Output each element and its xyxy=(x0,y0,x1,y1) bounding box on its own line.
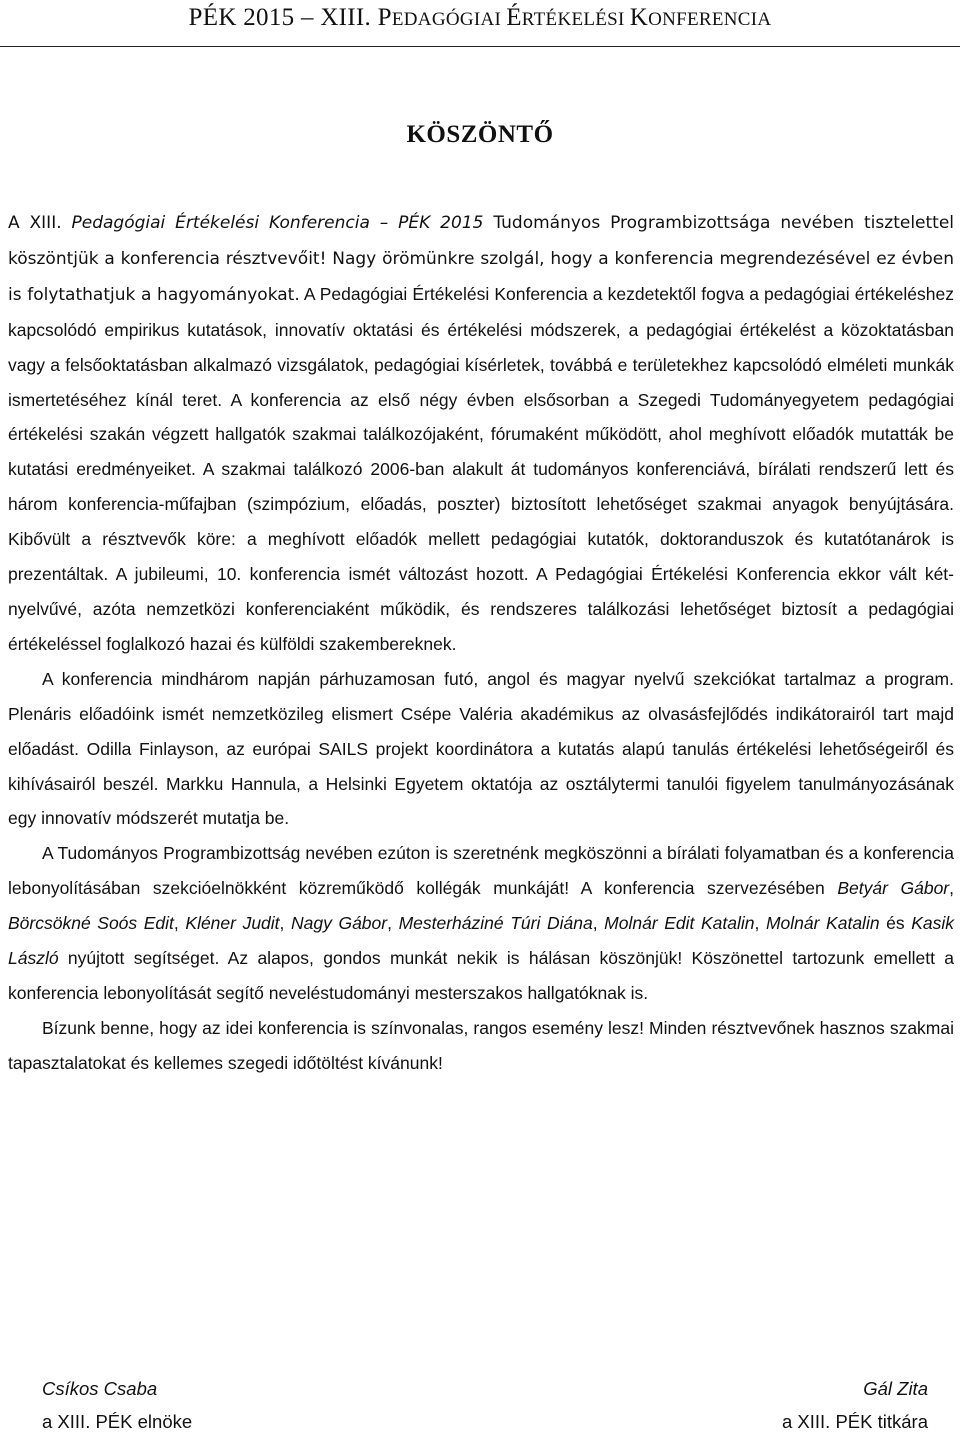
header-smallcaps: RTÉKELÉSI xyxy=(521,9,630,30)
signature-left xyxy=(42,1372,192,1438)
paragraph-4: Bízunk benne, hogy az idei konferencia is színvonalas, rangos esemény lesz! Minden résztvevőnek hasznos szakmai tapasztalatokat és kellemes szegedi időtöltést kívánunk! xyxy=(8,1017,954,1073)
person-name: Betyár Gábor xyxy=(837,878,950,899)
separator: , xyxy=(754,913,766,934)
person-name: Molnár Edit Katalin xyxy=(604,913,755,934)
signature-right xyxy=(782,1372,928,1438)
signer-role: a XIII. PÉK titkára xyxy=(781,1411,928,1432)
conference-name: Pedagógiai Értékelési Konferencia – PÉK 2015 xyxy=(71,213,484,233)
header-smallcaps: EDAGÓGIAI xyxy=(391,9,507,30)
p1-text: A Pedagógiai Értékelési Konferencia a kezdetektől fogva a pedagógiai értékeléshez kapcsolódó empirikus kutatások, innovatív oktatási és értékelési módszerek, a pedagógiai értékelést a közoktatásban vagy a felsőoktatásban alkalmazó vizsgálatok, pedagógiai kísérletek, továbbá e területekhez kapcsolódó elméleti munkák ismertetéséhez kínál teret. A konferencia az első négy évben elsősorban a Szegedi Tudományegyetem pedagógiai értékelési szakán végzett hallgatók szakmai találkozójaként, fórumaként működött, ahol meghívott előadók mutatták be kutatási eredményeiket. A szakmai találkozó 2006-ban alakult át tudományos konferenciává, bírálati rendszerű lett és három konferencia-műfajban (szimpózium, előadás, poszter) biztosított lehetőséget szakmai anyagok benyújtására. Kibővült a résztvevők köre: a meghívott előadók mellett pedagógiai kutatók, doktoranduszok és kutatótanárok is prezentáltak. A jubileumi, 10. konferencia ismét változást hozott. A Pedagógiai Értékelési Konferencia ekkor vált kétnyelvűvé, azóta nemzetközi konferenciaként működik, és rendszeres találkozási lehetőséget biztosít a pedagógiai értékeléssel foglalkozó hazai és külföldi szakembereknek. xyxy=(8,283,954,654)
signer-name: Csíkos Csaba xyxy=(42,1378,158,1399)
p1-text: Tudományos Programbizottsága nevében tisztelettel köszöntjük a konferencia résztvevőit! Nagy örömünkre szolgál, hogy a konferencia megrendezésével ez évben is folytathatjuk a hagyományokat. xyxy=(8,213,955,305)
running-header xyxy=(0,0,960,47)
signer-name: Gál Zita xyxy=(863,1378,928,1399)
separator: , xyxy=(173,913,186,934)
page-title: KÖSZÖNTŐ xyxy=(406,121,554,148)
p3-text: A Tudományos Programbizottság nevében ezúton is szeretnénk megköszönni a bírálati folyamatban és a konferencia lebonyolításában szekcióelnökként közreműködő kollégák munkáját! A konferencia szervezésében xyxy=(8,843,954,899)
paragraph-2: A konferencia mindhárom napján párhuzamosan futó, angol és magyar nyelvű szekciókat tartalmaz a program. Plenáris előadóink ismét nemzetközileg elismert Csépe Valéria akadémikus az olvasásfejlődés indikátorairól tart majd előadást. Odilla Finlayson, az európai SAILS projekt koordinátora a kutatás alapú tanulás értékelési lehetőségeiről és kihívásairól beszél. Markku Hannula, a Helsinki Egyetem oktatója az osztálytermi tanulói figyelem tanulmányozásának egy innovatív módszerét mutatja be. xyxy=(8,668,954,829)
signer-role: a XIII. PÉK elnöke xyxy=(42,1411,193,1432)
header-prefix: PÉK 2015 – XIII. xyxy=(188,4,378,31)
body-text xyxy=(8,205,954,1081)
separator: , xyxy=(387,913,399,934)
paragraph-1 xyxy=(8,205,954,662)
header-initial: K xyxy=(629,4,649,31)
person-name: Mesterháziné Túri Diána xyxy=(398,913,593,934)
person-name: Kléner Judit xyxy=(185,913,280,934)
separator: , xyxy=(592,913,605,934)
p1-text: A XIII. xyxy=(8,213,72,233)
header-smallcaps: ONFERENCIA xyxy=(648,9,772,30)
p3-text: nyújtott segítséget. Az alapos, gondos munkát nekik is hálásan köszönjük! Köszönettel tartozunk emellett a konferencia lebonyolítását segítő neveléstudományi mesterszakos hallgatóknak is. xyxy=(8,948,954,1003)
header-title xyxy=(0,4,960,32)
header-initial: É xyxy=(506,4,522,31)
person-name: Börcsökné Soós Edit xyxy=(8,913,174,934)
paragraph-3 xyxy=(8,836,954,1011)
separator: , xyxy=(279,913,292,934)
separator: , xyxy=(949,878,955,899)
person-name: Nagy Gábor xyxy=(291,913,388,934)
header-initial: P xyxy=(377,4,392,31)
separator: és xyxy=(879,913,912,934)
person-name: Molnár Katalin xyxy=(765,913,880,934)
person-name: Kasik László xyxy=(8,913,955,969)
